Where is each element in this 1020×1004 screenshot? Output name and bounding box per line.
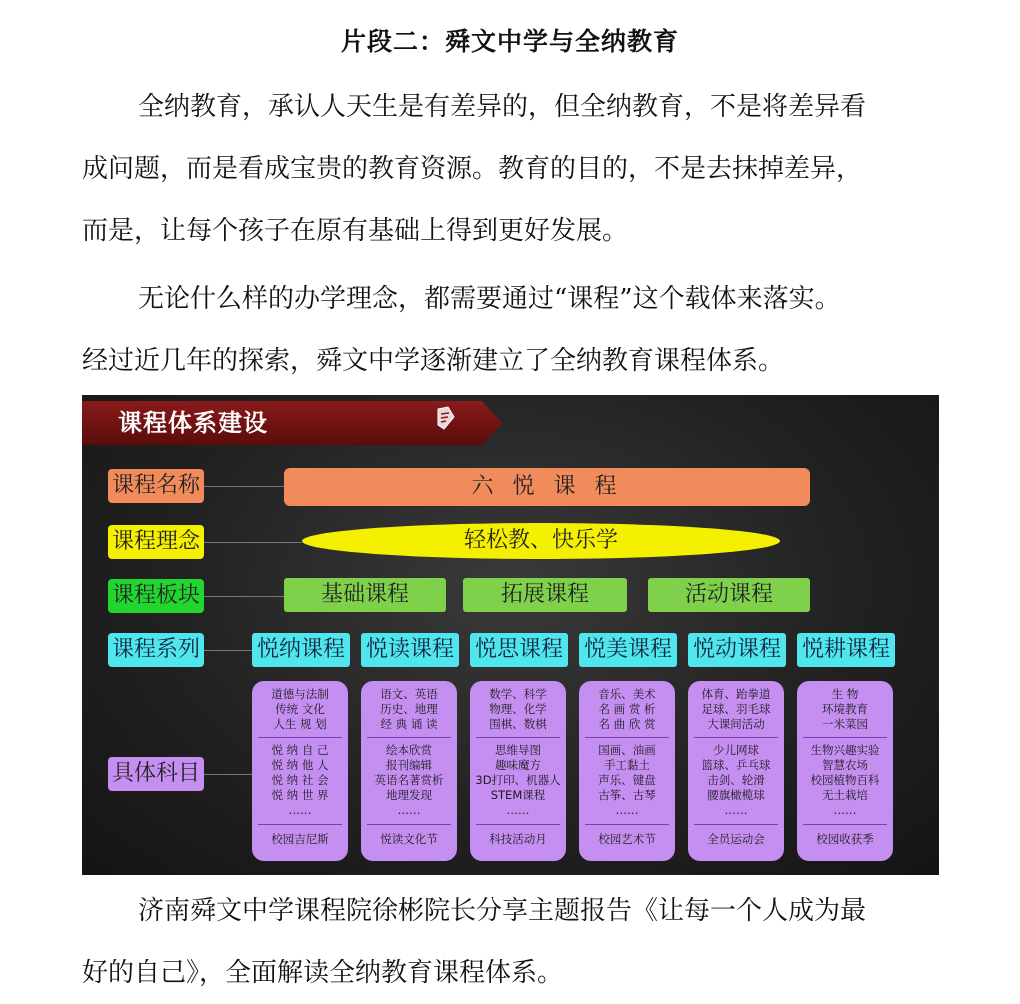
subject-item: …… bbox=[724, 803, 748, 817]
subject-item: 经 典 诵 读 bbox=[380, 717, 438, 731]
subject-item: STEM课程 bbox=[490, 788, 546, 802]
subject-card bbox=[688, 681, 784, 861]
card-footer-activity: 校园艺术节 bbox=[598, 832, 656, 846]
card-divider bbox=[476, 737, 560, 738]
card-divider bbox=[694, 824, 778, 825]
module-basic: 基础课程 bbox=[284, 578, 446, 612]
subject-item: 悦 纳 世 界 bbox=[271, 788, 329, 802]
course-concept-ellipse: 轻松教、快乐学 bbox=[302, 523, 780, 559]
card-divider bbox=[367, 737, 451, 738]
card-divider bbox=[803, 737, 887, 738]
subject-item: 人生 规 划 bbox=[273, 717, 327, 731]
connector-line bbox=[204, 486, 284, 487]
course-series-title: 悦动课程 bbox=[688, 633, 786, 667]
subject-item: 手工黏土 bbox=[604, 758, 650, 772]
connector-line bbox=[204, 650, 252, 651]
course-series-title: 悦纳课程 bbox=[252, 633, 350, 667]
subject-item: 音乐、美术 bbox=[598, 687, 656, 701]
subject-item: …… bbox=[615, 803, 639, 817]
subject-item: 地理发现 bbox=[386, 788, 432, 802]
subject-card bbox=[470, 681, 566, 861]
card-footer-activity: 全员运动会 bbox=[707, 832, 765, 846]
card-divider bbox=[367, 824, 451, 825]
card-divider bbox=[476, 824, 560, 825]
slide-banner-title: 课程体系建设 bbox=[118, 409, 268, 437]
subject-item: …… bbox=[397, 803, 421, 817]
subject-card bbox=[579, 681, 675, 861]
subject-item: 少儿网球 bbox=[713, 743, 759, 757]
subject-item: 名 画 赏 析 bbox=[598, 702, 656, 716]
card-divider bbox=[803, 824, 887, 825]
subject-item: 物理、化学 bbox=[489, 702, 547, 716]
subject-item: 3D打印、机器人 bbox=[475, 773, 561, 787]
subject-item: 报刊编辑 bbox=[386, 758, 432, 772]
subject-item: 生 物 bbox=[831, 687, 859, 701]
subject-card bbox=[252, 681, 348, 861]
subject-item: 智慧农场 bbox=[822, 758, 868, 772]
connector-line bbox=[204, 774, 252, 775]
subject-item: 环境教育 bbox=[822, 702, 868, 716]
subject-item: 思维导图 bbox=[495, 743, 541, 757]
subject-item: 语文、英语 bbox=[380, 687, 438, 701]
paragraph-line: 成问题，而是看成宝贵的教育资源。教育的目的，不是去抹掉差异， bbox=[82, 154, 863, 184]
course-name-bar: 六 悦 课 程 bbox=[284, 468, 810, 506]
card-divider bbox=[694, 737, 778, 738]
subject-card bbox=[361, 681, 457, 861]
subject-item: 悦 纳 他 人 bbox=[271, 758, 329, 772]
category-course-concept: 课程理念 bbox=[108, 525, 204, 559]
subject-item: 悦 纳 自 己 bbox=[271, 743, 329, 757]
subject-item: …… bbox=[833, 803, 857, 817]
subject-item: …… bbox=[288, 803, 312, 817]
category-course-modules: 课程板块 bbox=[108, 579, 204, 613]
subject-item: 国画、油画 bbox=[598, 743, 656, 757]
section-title: 片段二：舜文中学与全纳教育 bbox=[340, 27, 679, 56]
connector-line bbox=[204, 542, 302, 543]
card-divider bbox=[585, 824, 669, 825]
subject-item: 围棋、数棋 bbox=[489, 717, 547, 731]
category-specific-subjects: 具体科目 bbox=[108, 757, 204, 791]
card-divider bbox=[585, 737, 669, 738]
curriculum-slide bbox=[82, 395, 939, 875]
subject-item: 英语名著赏析 bbox=[374, 773, 444, 787]
module-extended: 拓展课程 bbox=[463, 578, 627, 612]
paragraph-line: 无论什么样的办学理念，都需要通过“课程”这个载体来落实。 bbox=[138, 284, 841, 314]
subject-item: 篮球、乒乓球 bbox=[701, 758, 771, 772]
subject-item: 生物兴趣实验 bbox=[810, 743, 880, 757]
subject-item: 名 曲 欣 赏 bbox=[598, 717, 656, 731]
card-divider bbox=[258, 824, 342, 825]
subject-item: 传统 文化 bbox=[275, 702, 325, 716]
subject-item: 数学、科学 bbox=[489, 687, 547, 701]
paragraph-3 bbox=[82, 880, 942, 1004]
category-course-series: 课程系列 bbox=[108, 633, 204, 667]
card-footer-activity: 悦读文化节 bbox=[380, 832, 438, 846]
subject-item: 击剑、轮滑 bbox=[707, 773, 765, 787]
card-footer-activity: 校园吉尼斯 bbox=[271, 832, 329, 846]
subject-item: 校园植物百科 bbox=[810, 773, 880, 787]
subject-item: 腰旗橄榄球 bbox=[707, 788, 765, 802]
paragraph-2 bbox=[82, 268, 942, 392]
subject-item: 绘本欣赏 bbox=[386, 743, 432, 757]
paragraph-1 bbox=[82, 76, 942, 262]
subject-item: 足球、羽毛球 bbox=[701, 702, 771, 716]
course-series-title: 悦思课程 bbox=[470, 633, 568, 667]
subject-item: 体育、跆拳道 bbox=[701, 687, 771, 701]
category-course-name: 课程名称 bbox=[108, 469, 204, 503]
subject-item: 声乐、键盘 bbox=[598, 773, 656, 787]
course-series-title: 悦耕课程 bbox=[797, 633, 895, 667]
subject-item: 一米菜园 bbox=[822, 717, 868, 731]
subject-item: 无土栽培 bbox=[822, 788, 868, 802]
course-series-title: 悦美课程 bbox=[579, 633, 677, 667]
subject-item: 悦 纳 社 会 bbox=[271, 773, 329, 787]
subject-item: 历史、地理 bbox=[380, 702, 438, 716]
subject-item: 古筝、古琴 bbox=[598, 788, 656, 802]
connector-line bbox=[204, 596, 284, 597]
paragraph-line: 济南舜文中学课程院徐彬院长分享主题报告《让每一个人成为最 bbox=[138, 896, 867, 926]
subject-item: 道德与法制 bbox=[271, 687, 329, 701]
subject-card bbox=[797, 681, 893, 861]
card-footer-activity: 校园收获季 bbox=[816, 832, 874, 846]
subject-item: 趣味魔方 bbox=[495, 758, 541, 772]
card-divider bbox=[258, 737, 342, 738]
course-series-title: 悦读课程 bbox=[361, 633, 459, 667]
paragraph-line: 好的自己》，全面解读全纳教育课程体系。 bbox=[82, 958, 564, 988]
card-footer-activity: 科技活动月 bbox=[489, 832, 547, 846]
paragraph-line: 而是，让每个孩子在原有基础上得到更好发展。 bbox=[82, 216, 629, 246]
paragraph-line: 经过近几年的探索，舜文中学逐渐建立了全纳教育课程体系。 bbox=[82, 346, 785, 376]
paragraph-line: 全纳教育，承认人天生是有差异的，但全纳教育，不是将差异看 bbox=[138, 92, 867, 122]
scroll-icon bbox=[434, 405, 458, 431]
subject-item: …… bbox=[506, 803, 530, 817]
module-activity: 活动课程 bbox=[648, 578, 810, 612]
subject-item: 大课间活动 bbox=[707, 717, 765, 731]
